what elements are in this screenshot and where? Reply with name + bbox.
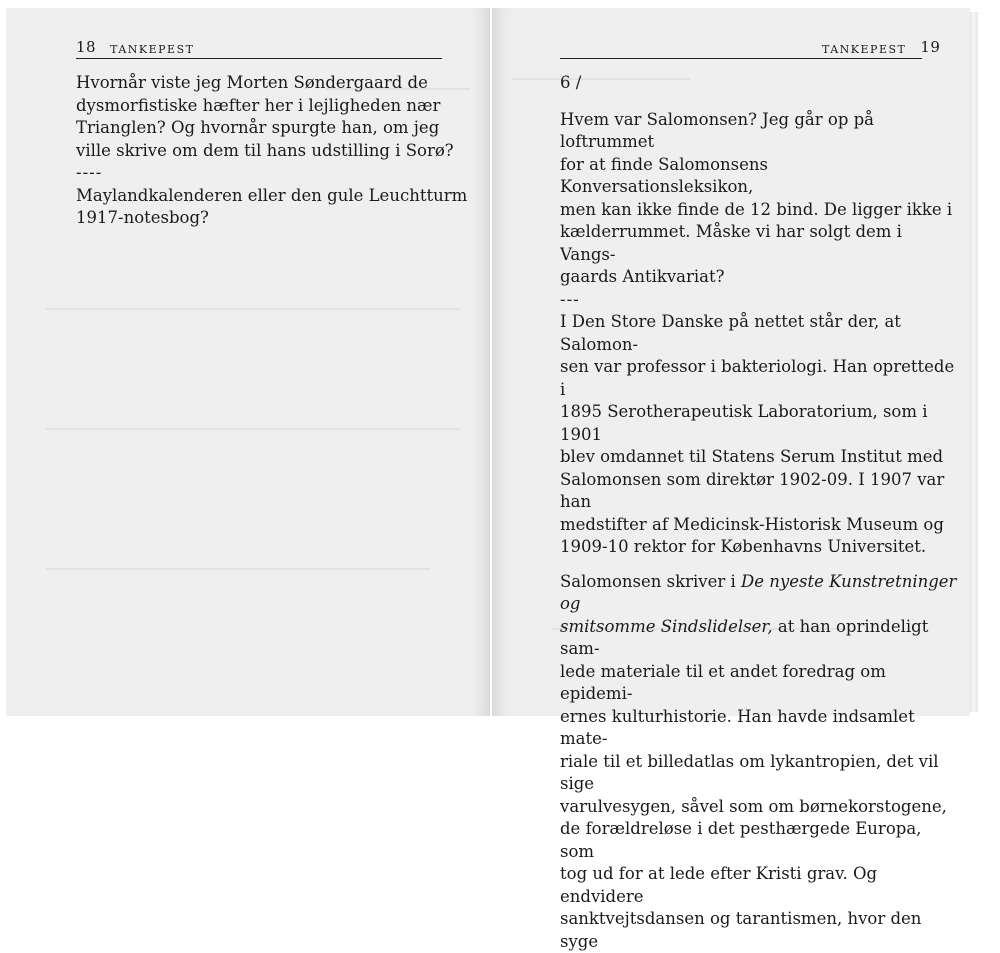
left-separator: ---- <box>76 162 476 185</box>
left-paragraph-2: Maylandkalenderen eller den gule Leuchtturm 1917-notesbog? <box>76 185 476 230</box>
section-marker: 6 / <box>560 72 960 95</box>
right-page-number: 19 <box>920 38 940 56</box>
left-page-header <box>76 36 194 56</box>
left-page-body <box>76 72 476 230</box>
right-page <box>492 8 970 716</box>
left-page <box>6 8 490 716</box>
right-header-rule <box>560 58 922 59</box>
right-running-head: TANKEPEST <box>822 43 906 56</box>
left-paragraph-1: Hvornår viste jeg Morten Søndergaard de dysmorfistiske hæfter her i lejligheden nær Trianglen? Og hvornår spurgte han, om jeg ville skrive om dem til hans udstilling i Sorø? <box>76 72 476 162</box>
right-page-header <box>822 36 940 56</box>
page-edge <box>970 12 978 712</box>
left-header-rule <box>76 58 442 59</box>
left-page-number: 18 <box>76 38 96 56</box>
right-paragraph-3: Salomonsen skriver i De nyeste Kunstretninger og smitsomme Sindslidelser, at han oprindeligt sam- lede materiale til et andet foredrag om epidemi- ernes kulturhistorie. Han havde indsamlet mate- riale til et billedatlas om lykantropien, det vil sige varulvesygen, såvel som om børnekorstogene, de forældreløse i det pesthærgede Europa, som tog ud for at lede efter Kristi grav. Og endvidere sanktvejtsdansen og tarantismen, hvor den syge <box>560 571 960 953</box>
right-paragraph-2: I Den Store Danske på nettet står der, at Salomon- sen var professor i bakteriologi. Han oprettede i 1895 Serotherapeutisk Laboratorium, som i 1901 blev omdannet til Statens Serum Institut med Salomonsen som direktør 1902-09. I 1907 var han medstifter af Medicinsk-Historisk Museum og 1909-10 rektor for Københavns Universitet. <box>560 311 960 559</box>
right-separator: --- <box>560 289 960 312</box>
book-title-part-2: smitsomme Sindslidelser, <box>560 617 773 636</box>
right-page-body <box>560 72 960 953</box>
right-paragraph-1: Hvem var Salomonsen? Jeg går op på loftrummet for at finde Salomonsens Konversationsleksikon, men kan ikke finde de 12 bind. De ligger ikke i kælderrummet. Måske vi har solgt dem i Vangs- gaards Antikvariat? <box>560 109 960 289</box>
left-running-head: TANKEPEST <box>110 43 194 56</box>
book-title-part-1: De nyeste Kunstretninger og <box>560 572 956 614</box>
